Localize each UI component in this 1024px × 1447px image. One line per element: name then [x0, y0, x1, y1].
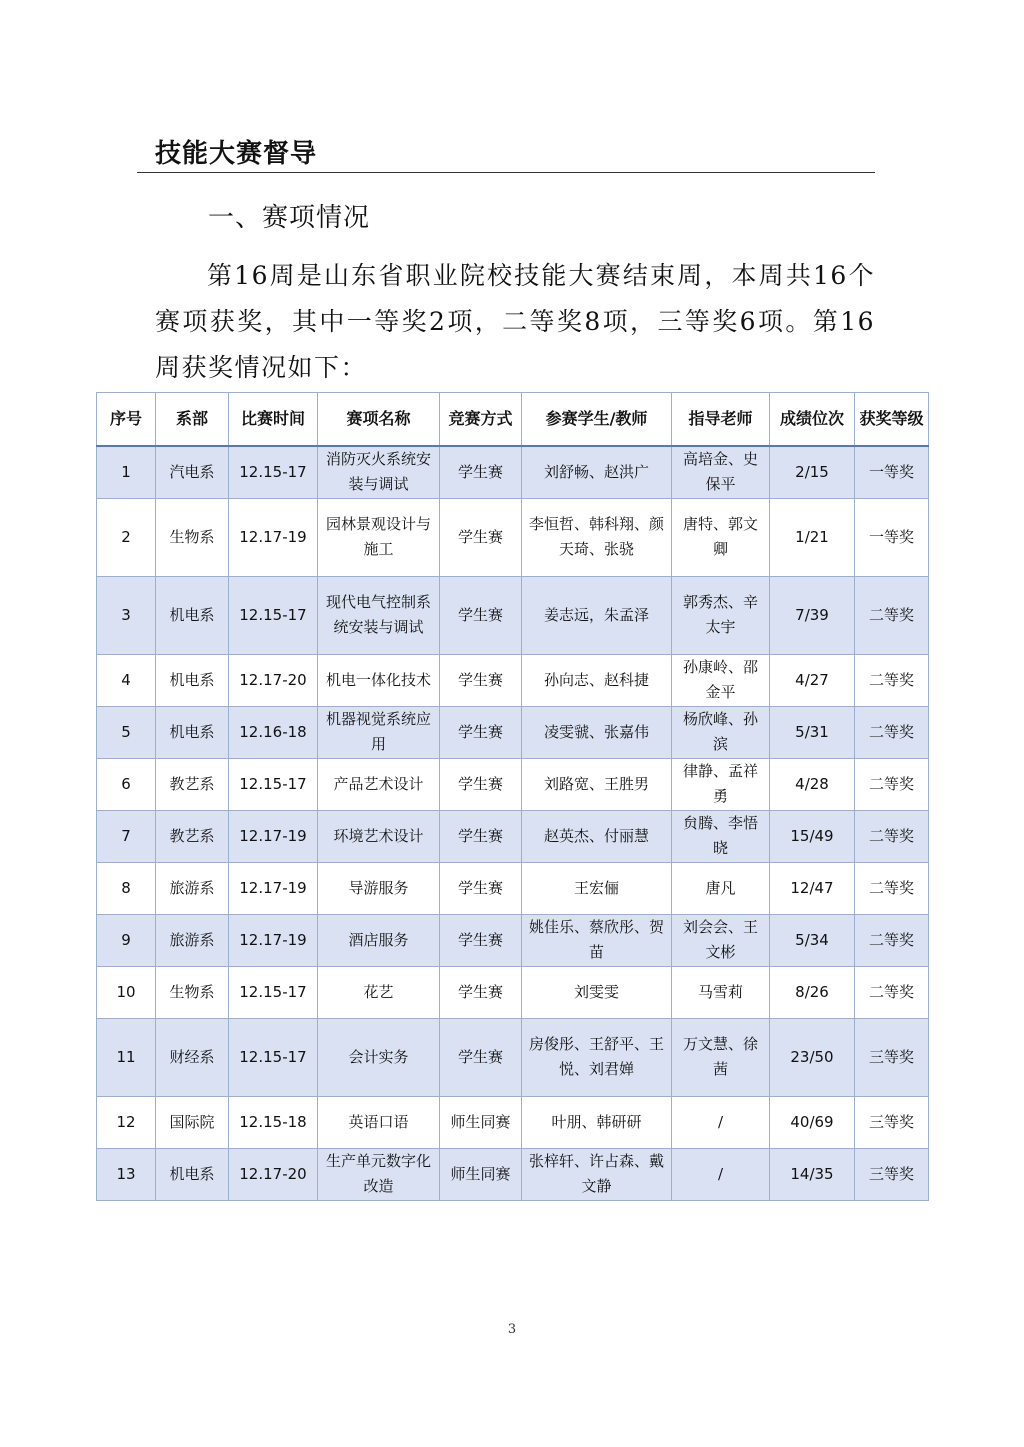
cell-award: 二等奖	[855, 966, 929, 1018]
cell-date: 12.15-17	[229, 446, 318, 498]
cell-index: 2	[97, 498, 156, 576]
table-row	[97, 1148, 929, 1200]
cell-award: 一等奖	[855, 446, 929, 498]
cell-advisors: /	[672, 1148, 770, 1200]
cell-rank: 40/69	[770, 1096, 855, 1148]
cell-award: 二等奖	[855, 706, 929, 758]
cell-rank: 4/27	[770, 654, 855, 706]
cell-event: 花艺	[318, 966, 440, 1018]
table-row	[97, 758, 929, 810]
cell-participants: 刘舒畅、赵洪广	[522, 446, 672, 498]
cell-participants: 叶朋、韩研研	[522, 1096, 672, 1148]
table-row	[97, 498, 929, 576]
column-header-advisors: 指导老师	[672, 393, 770, 447]
column-header-date: 比赛时间	[229, 393, 318, 447]
column-header-mode: 竞赛方式	[440, 393, 522, 447]
table-row	[97, 862, 929, 914]
cell-mode: 学生赛	[440, 498, 522, 576]
cell-mode: 学生赛	[440, 1018, 522, 1096]
cell-department: 国际院	[156, 1096, 229, 1148]
cell-index: 3	[97, 576, 156, 654]
cell-event: 现代电气控制系统安装与调试	[318, 576, 440, 654]
cell-date: 12.17-19	[229, 498, 318, 576]
cell-date: 12.15-17	[229, 758, 318, 810]
cell-award: 二等奖	[855, 914, 929, 966]
table-row	[97, 1096, 929, 1148]
cell-advisors: 郭秀杰、辛太宇	[672, 576, 770, 654]
cell-index: 13	[97, 1148, 156, 1200]
table-row	[97, 810, 929, 862]
cell-participants: 刘路宽、王胜男	[522, 758, 672, 810]
cell-department: 机电系	[156, 1148, 229, 1200]
column-header-index: 序号	[97, 393, 156, 447]
cell-rank: 5/31	[770, 706, 855, 758]
cell-index: 8	[97, 862, 156, 914]
cell-date: 12.17-19	[229, 810, 318, 862]
cell-advisors: 刘会会、王文彬	[672, 914, 770, 966]
cell-advisors: 孙康岭、邵金平	[672, 654, 770, 706]
header-divider	[137, 172, 875, 173]
cell-department: 机电系	[156, 654, 229, 706]
cell-participants: 房俊彤、王舒平、王悦、刘君婵	[522, 1018, 672, 1096]
cell-participants: 张梓轩、许占森、戴文静	[522, 1148, 672, 1200]
cell-date: 12.15-17	[229, 966, 318, 1018]
cell-mode: 学生赛	[440, 706, 522, 758]
cell-participants: 李恒哲、韩科翔、颜天琦、张骁	[522, 498, 672, 576]
cell-event: 导游服务	[318, 862, 440, 914]
cell-index: 11	[97, 1018, 156, 1096]
column-header-event: 赛项名称	[318, 393, 440, 447]
cell-index: 4	[97, 654, 156, 706]
cell-mode: 学生赛	[440, 914, 522, 966]
cell-mode: 学生赛	[440, 810, 522, 862]
cell-mode: 学生赛	[440, 576, 522, 654]
column-header-participants: 参赛学生/教师	[522, 393, 672, 447]
cell-mode: 师生同赛	[440, 1096, 522, 1148]
cell-event: 会计实务	[318, 1018, 440, 1096]
table-row	[97, 654, 929, 706]
section-heading: 一、赛项情况	[208, 203, 371, 233]
awards-table	[96, 392, 929, 1201]
cell-department: 财经系	[156, 1018, 229, 1096]
cell-rank: 15/49	[770, 810, 855, 862]
table-row	[97, 576, 929, 654]
cell-department: 生物系	[156, 966, 229, 1018]
table-row	[97, 446, 929, 498]
page-number: 3	[507, 1322, 517, 1337]
cell-date: 12.17-20	[229, 1148, 318, 1200]
cell-date: 12.17-20	[229, 654, 318, 706]
cell-advisors: 唐凡	[672, 862, 770, 914]
cell-mode: 学生赛	[440, 966, 522, 1018]
table-row	[97, 706, 929, 758]
cell-rank: 8/26	[770, 966, 855, 1018]
cell-index: 10	[97, 966, 156, 1018]
cell-rank: 7/39	[770, 576, 855, 654]
cell-advisors: 杨欣峰、孙滨	[672, 706, 770, 758]
cell-event: 生产单元数字化改造	[318, 1148, 440, 1200]
cell-rank: 14/35	[770, 1148, 855, 1200]
cell-advisors: 万文慧、徐茜	[672, 1018, 770, 1096]
cell-mode: 师生同赛	[440, 1148, 522, 1200]
cell-event: 英语口语	[318, 1096, 440, 1148]
cell-mode: 学生赛	[440, 862, 522, 914]
cell-advisors: 贠腾、李悟晓	[672, 810, 770, 862]
cell-mode: 学生赛	[440, 758, 522, 810]
cell-rank: 12/47	[770, 862, 855, 914]
cell-advisors: 律静、孟祥勇	[672, 758, 770, 810]
cell-award: 二等奖	[855, 576, 929, 654]
cell-department: 机电系	[156, 576, 229, 654]
cell-award: 二等奖	[855, 758, 929, 810]
cell-date: 12.15-17	[229, 576, 318, 654]
column-header-rank: 成绩位次	[770, 393, 855, 447]
cell-rank: 5/34	[770, 914, 855, 966]
cell-department: 生物系	[156, 498, 229, 576]
cell-mode: 学生赛	[440, 446, 522, 498]
cell-participants: 刘雯雯	[522, 966, 672, 1018]
cell-event: 产品艺术设计	[318, 758, 440, 810]
table-header-row	[97, 393, 929, 447]
cell-department: 教艺系	[156, 758, 229, 810]
cell-advisors: 马雪莉	[672, 966, 770, 1018]
cell-index: 7	[97, 810, 156, 862]
cell-event: 机器视觉系统应用	[318, 706, 440, 758]
cell-rank: 4/28	[770, 758, 855, 810]
cell-rank: 2/15	[770, 446, 855, 498]
column-header-department: 系部	[156, 393, 229, 447]
cell-advisors: 唐特、郭文卿	[672, 498, 770, 576]
cell-award: 三等奖	[855, 1148, 929, 1200]
cell-event: 消防灭火系统安装与调试	[318, 446, 440, 498]
cell-department: 旅游系	[156, 914, 229, 966]
cell-department: 旅游系	[156, 862, 229, 914]
cell-participants: 赵英杰、付丽慧	[522, 810, 672, 862]
cell-award: 三等奖	[855, 1018, 929, 1096]
cell-mode: 学生赛	[440, 654, 522, 706]
cell-participants: 姜志远，朱孟泽	[522, 576, 672, 654]
cell-date: 12.15-17	[229, 1018, 318, 1096]
cell-award: 三等奖	[855, 1096, 929, 1148]
table-row	[97, 1018, 929, 1096]
cell-event: 酒店服务	[318, 914, 440, 966]
cell-participants: 凌雯虢、张嘉伟	[522, 706, 672, 758]
cell-date: 12.17-19	[229, 862, 318, 914]
column-header-award: 获奖等级	[855, 393, 929, 447]
cell-award: 二等奖	[855, 654, 929, 706]
cell-event: 园林景观设计与施工	[318, 498, 440, 576]
intro-paragraph: 第16周是山东省职业院校技能大赛结束周，本周共16个赛项获奖，其中一等奖2项，二等奖8项，三等奖6项。第16周获奖情况如下：	[155, 261, 875, 382]
cell-department: 教艺系	[156, 810, 229, 862]
cell-index: 1	[97, 446, 156, 498]
cell-award: 二等奖	[855, 810, 929, 862]
cell-date: 12.17-19	[229, 914, 318, 966]
cell-date: 12.16-18	[229, 706, 318, 758]
cell-rank: 23/50	[770, 1018, 855, 1096]
cell-advisors: /	[672, 1096, 770, 1148]
cell-index: 5	[97, 706, 156, 758]
cell-participants: 姚佳乐、蔡欣彤、贺苗	[522, 914, 672, 966]
cell-event: 机电一体化技术	[318, 654, 440, 706]
cell-index: 12	[97, 1096, 156, 1148]
page-title: 技能大赛督导	[155, 139, 318, 169]
cell-rank: 1/21	[770, 498, 855, 576]
table-row	[97, 914, 929, 966]
cell-index: 6	[97, 758, 156, 810]
cell-participants: 孙向志、赵科捷	[522, 654, 672, 706]
table-row	[97, 966, 929, 1018]
cell-event: 环境艺术设计	[318, 810, 440, 862]
cell-department: 汽电系	[156, 446, 229, 498]
cell-index: 9	[97, 914, 156, 966]
cell-award: 二等奖	[855, 862, 929, 914]
cell-participants: 王宏俪	[522, 862, 672, 914]
cell-date: 12.15-18	[229, 1096, 318, 1148]
cell-advisors: 高培金、史保平	[672, 446, 770, 498]
cell-award: 一等奖	[855, 498, 929, 576]
cell-department: 机电系	[156, 706, 229, 758]
